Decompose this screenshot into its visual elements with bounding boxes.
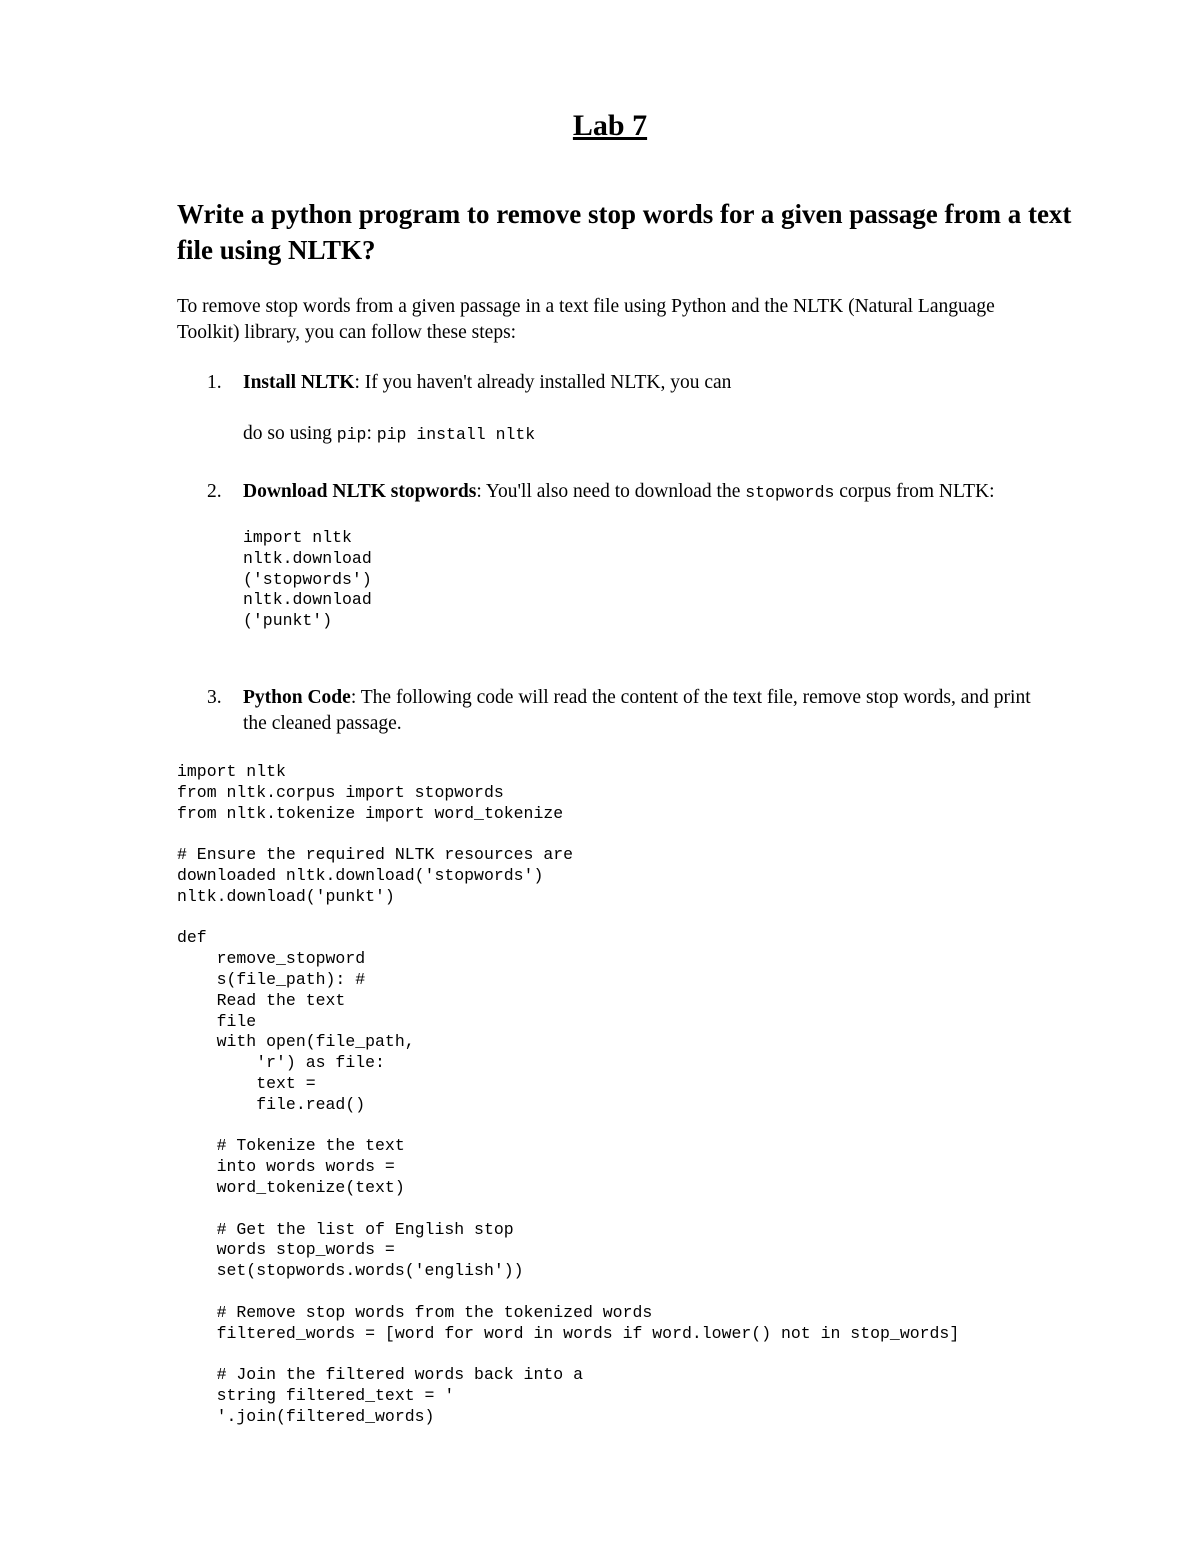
step-text: : If you haven't already installed NLTK, you can bbox=[354, 372, 732, 393]
python-code-block: import nltk from nltk.corpus import stopwords from nltk.tokenize import word_tokenize # Ensure the required NLTK resources are downloaded nltk.download('stopwords') nltk.download('punkt') def remove_stopword s(file_path): # Read the text file with open(file_path, 'r') as file: text = file.read() # Tokenize the text into words words = word_tokenize(text) # Get the list of English stop words stop_words = set(stopwords.words('english')) # Remove stop words from the tokenized words filtered_words = [word for word in words if word.lower() not in stop_words] # Join the filtered words back into a string filtered_text = ' '.join(filtered_words) bbox=[177, 762, 960, 1426]
inline-code-stopwords: stopwords bbox=[745, 483, 835, 502]
step-number: 3. bbox=[207, 687, 222, 708]
step-heading: Python Code bbox=[243, 687, 351, 708]
page-title: Lab 7 bbox=[572, 109, 648, 142]
download-code-block: import nltk nltk.download ('stopwords') nltk.download ('punkt') bbox=[243, 528, 372, 631]
step-2 bbox=[177, 479, 1047, 632]
step-heading: Download NLTK stopwords bbox=[243, 481, 477, 502]
install-text: do so using bbox=[243, 423, 337, 444]
question-heading: Write a python program to remove stop words for a given passage from a text file using NLTK? bbox=[177, 199, 1072, 265]
step-body bbox=[243, 370, 1047, 448]
intro-paragraph: To remove stop words from a given passage in a text file using Python and the NLTK (Natural Language Toolkit) library, you can follow these steps: bbox=[177, 296, 995, 343]
step-install-line bbox=[243, 421, 1047, 448]
inline-code-pip: pip bbox=[336, 425, 367, 444]
step-1 bbox=[177, 370, 1047, 448]
step-number: 2. bbox=[207, 481, 222, 502]
step-text-after: corpus from NLTK: bbox=[834, 481, 995, 502]
inline-code-install-command: pip install nltk bbox=[376, 425, 536, 444]
step-body bbox=[243, 685, 1047, 737]
step-body bbox=[243, 479, 1047, 632]
step-number: 1. bbox=[207, 372, 222, 393]
step-text: : The following code will read the content of the text file, remove stop words, and print the cleaned passage. bbox=[243, 687, 1031, 734]
install-sep: : bbox=[366, 423, 377, 444]
step-3 bbox=[177, 685, 1047, 737]
step-heading: Install NLTK bbox=[243, 372, 355, 393]
step-text: : You'll also need to download the bbox=[476, 481, 746, 502]
